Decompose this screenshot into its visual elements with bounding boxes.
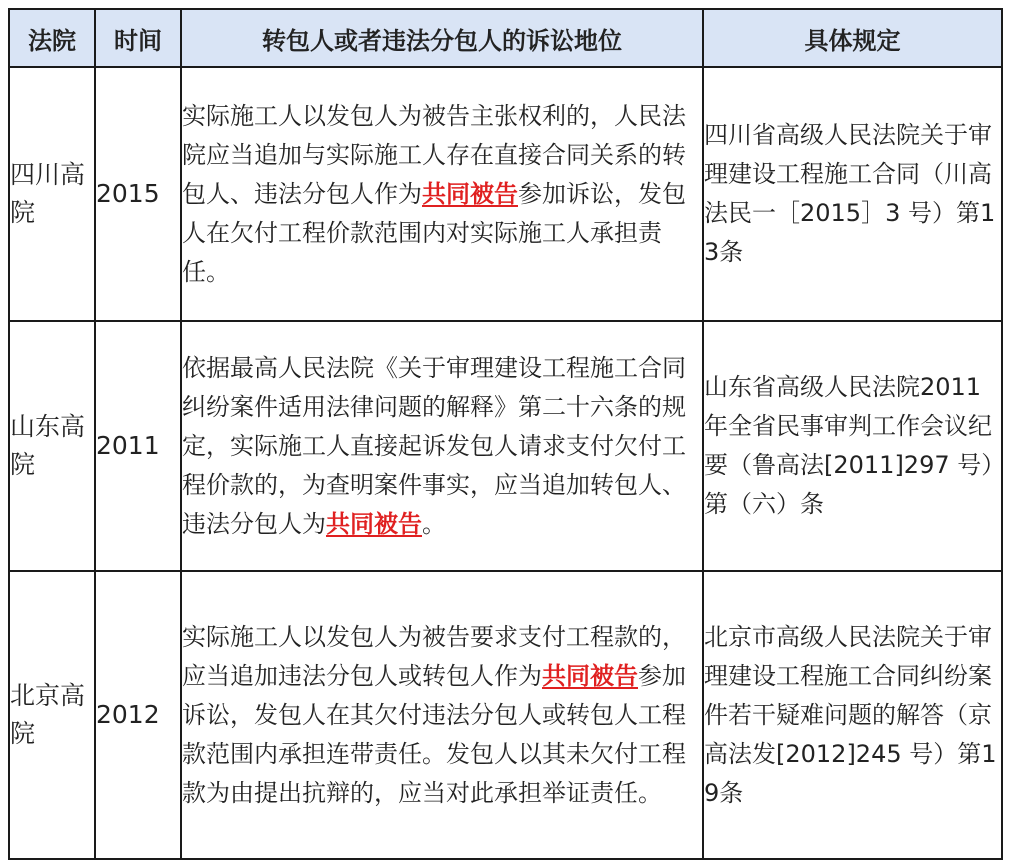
status-cell	[181, 571, 703, 859]
court-rules-table	[8, 8, 1003, 860]
rule-cell: 四川省高级人民法院关于审理建设工程施工合同（川高法民一［2015］3 号）第13条	[703, 67, 1002, 321]
year-cell: 2011	[95, 321, 181, 571]
year-cell: 2015	[95, 67, 181, 321]
court-cell: 四川高院	[9, 67, 95, 321]
status-highlight: 共同被告	[422, 179, 518, 208]
header-rule: 具体规定	[703, 9, 1002, 67]
year-cell: 2012	[95, 571, 181, 859]
status-text-before: 依据最高人民法院《关于审理建设工程施工合同纠纷案件适用法律问题的解释》第二十六条的规定，实际施工人直接起诉发包人请求支付欠付工程价款的，为查明案件事实，应当追加转包人、违法分包人为	[182, 353, 686, 538]
status-highlight: 共同被告	[542, 661, 638, 690]
rule-cell: 北京市高级人民法院关于审理建设工程施工合同纠纷案件若干疑难问题的解答（京高法发[2012]245 号）第19条	[703, 571, 1002, 859]
table-row	[9, 321, 1002, 571]
header-status: 转包人或者违法分包人的诉讼地位	[181, 9, 703, 67]
table-row	[9, 67, 1002, 321]
rule-cell: 山东省高级人民法院2011 年全省民事审判工作会议纪要（鲁高法[2011]297 号）第（六）条	[703, 321, 1002, 571]
court-cell: 山东高院	[9, 321, 95, 571]
status-cell	[181, 67, 703, 321]
header-year: 时间	[95, 9, 181, 67]
header-court: 法院	[9, 9, 95, 67]
table-header-row	[9, 9, 1002, 67]
status-text-after: 参加诉讼，发包人在欠付工程价款范围内对实际施工人承担责任。	[182, 179, 686, 286]
table-row	[9, 571, 1002, 859]
status-highlight: 共同被告	[326, 509, 422, 538]
status-text-after: 参加诉讼，发包人在其欠付违法分包人或转包人工程款范围内承担连带责任。发包人以其未欠付工程款为由提出抗辩的，应当对此承担举证责任。	[182, 661, 686, 807]
status-text-after: 。	[422, 509, 446, 538]
court-cell: 北京高院	[9, 571, 95, 859]
status-cell	[181, 321, 703, 571]
status-text-before: 实际施工人以发包人为被告要求支付工程款的，应当追加违法分包人或转包人作为	[182, 622, 686, 690]
status-text-before: 实际施工人以发包人为被告主张权利的，人民法院应当追加与实际施工人存在直接合同关系的转包人、违法分包人作为	[182, 101, 686, 208]
